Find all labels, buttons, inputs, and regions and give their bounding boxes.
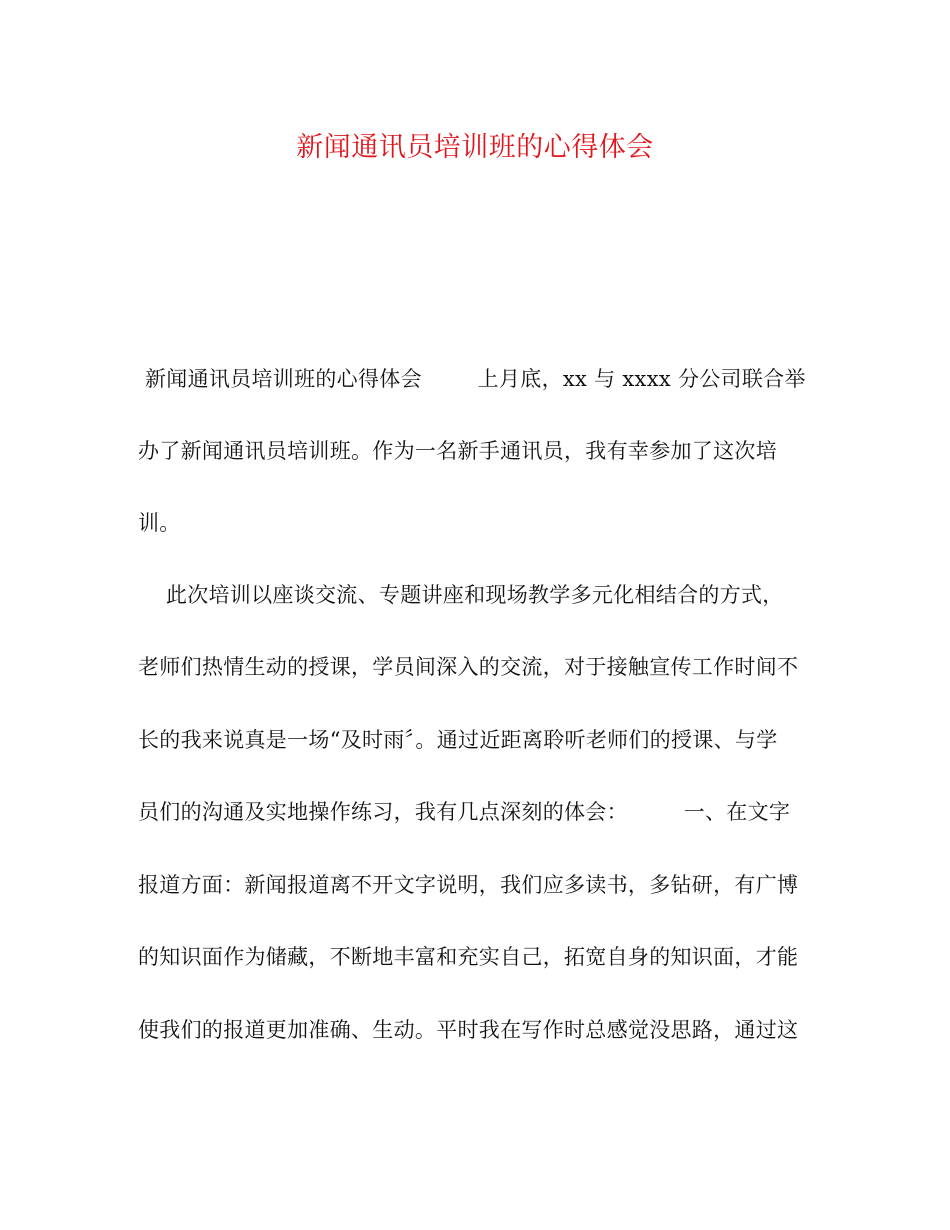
body-text-line: 老师们热情生动的授课，学员间深入的交流，对于接触宣传工作时间不 — [138, 655, 799, 679]
body-text-line: 此次培训以座谈交流、专题讲座和现场教学多元化相结合的方式， — [138, 583, 784, 607]
body-text-line: 训。 — [138, 511, 181, 535]
body-text-line: 新闻通讯员培训班的心得体会 上月底，xx 与 xxxx 分公司联合举 — [138, 367, 806, 391]
body-text-line: 使我们的报道更加准确、生动。平时我在写作时总感觉没思路，通过这 — [138, 1018, 799, 1042]
document-title: 新闻通讯员培训班的心得体会 — [296, 132, 654, 163]
body-text-line: 的知识面作为储藏，不断地丰富和充实自己，拓宽自身的知识面，才能 — [138, 945, 799, 969]
body-text-line: 员们的沟通及实地操作练习，我有几点深刻的体会： 一、在文字 — [138, 800, 791, 824]
body-text-line: 报道方面：新闻报道离不开文字说明，我们应多读书，多钻研，有广博 — [138, 873, 799, 897]
body-text-line: 办了新闻通讯员培训班。作为一名新手通讯员，我有幸参加了这次培 — [138, 439, 777, 463]
body-text-line: 长的我来说真是一场“及时雨〞。通过近距离聆听老师们的授课、与学 — [138, 728, 778, 752]
